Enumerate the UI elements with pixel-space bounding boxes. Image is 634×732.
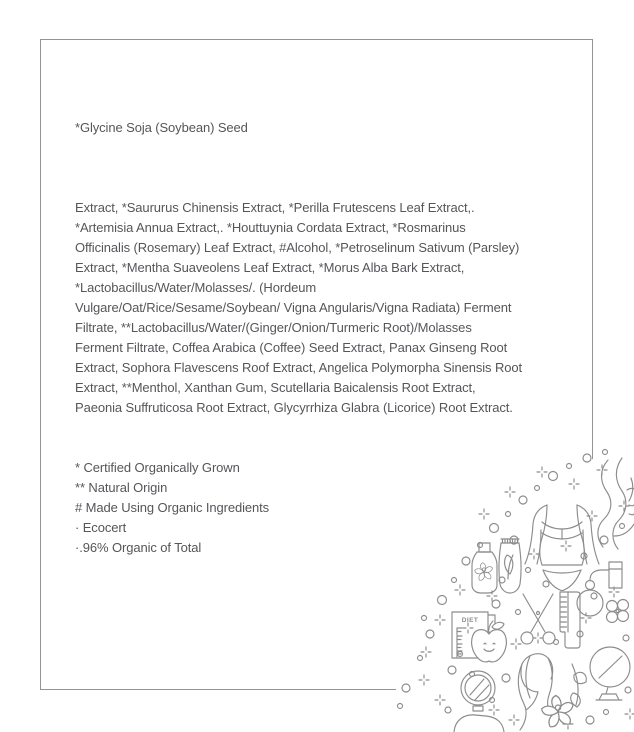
illustration-background xyxy=(396,456,634,732)
footnote-line: · Ecocert xyxy=(75,520,127,535)
intro-line: *Glycine Soja (Soybean) Seed xyxy=(75,120,248,135)
ingredient-line: Filtrate, **Lactobacillus/Water/(Ginger/Onion/Turmeric Root)/Molasses xyxy=(75,320,472,335)
ingredient-lines xyxy=(75,198,522,418)
ingredient-line: Paeonia Suffruticosa Root Extract, Glycyrrhiza Glabra (Licorice) Root Extract. xyxy=(75,400,513,415)
ingredient-line: Vulgare/Oat/Rice/Sesame/Soybean/ Vigna Angularis/Vigna Radiata) Ferment xyxy=(75,300,512,315)
ingredient-line: Extract, **Menthol, Xanthan Gum, Scutellaria Baicalensis Root Extract, xyxy=(75,380,476,395)
ingredient-line: Extract, *Saururus Chinensis Extract, *Perilla Frutescens Leaf Extract,. xyxy=(75,200,475,215)
ingredient-line: Extract, Sophora Flavescens Roof Extract, Angelica Polymorpha Sinensis Root xyxy=(75,360,522,375)
footnote-line: ·.96% Organic of Total xyxy=(75,540,202,555)
diet-label: DIET xyxy=(461,617,479,624)
ingredient-line: Extract, *Mentha Suaveolens Leaf Extract, *Morus Alba Bark Extract, xyxy=(75,260,465,275)
ingredient-line: *Artemisia Annua Extract,. *Houttuynia Cordata Extract, *Rosmarinus xyxy=(75,220,466,235)
ingredient-line: Ferment Filtrate, Coffea Arabica (Coffee) Seed Extract, Panax Ginseng Root xyxy=(75,340,508,355)
ingredient-line: Officinalis (Rosemary) Leaf Extract, #Alcohol, *Petroselinum Sativum (Parsley) xyxy=(75,240,520,255)
footnote-line: # Made Using Organic Ingredients xyxy=(75,500,270,515)
beauty-illustration xyxy=(396,448,634,732)
footnote-line: * Certified Organically Grown xyxy=(75,460,240,475)
footnote-line: ** Natural Origin xyxy=(75,480,168,495)
ingredient-line: *Lactobacillus/Water/Molasses/. (Hordeum xyxy=(75,280,317,295)
